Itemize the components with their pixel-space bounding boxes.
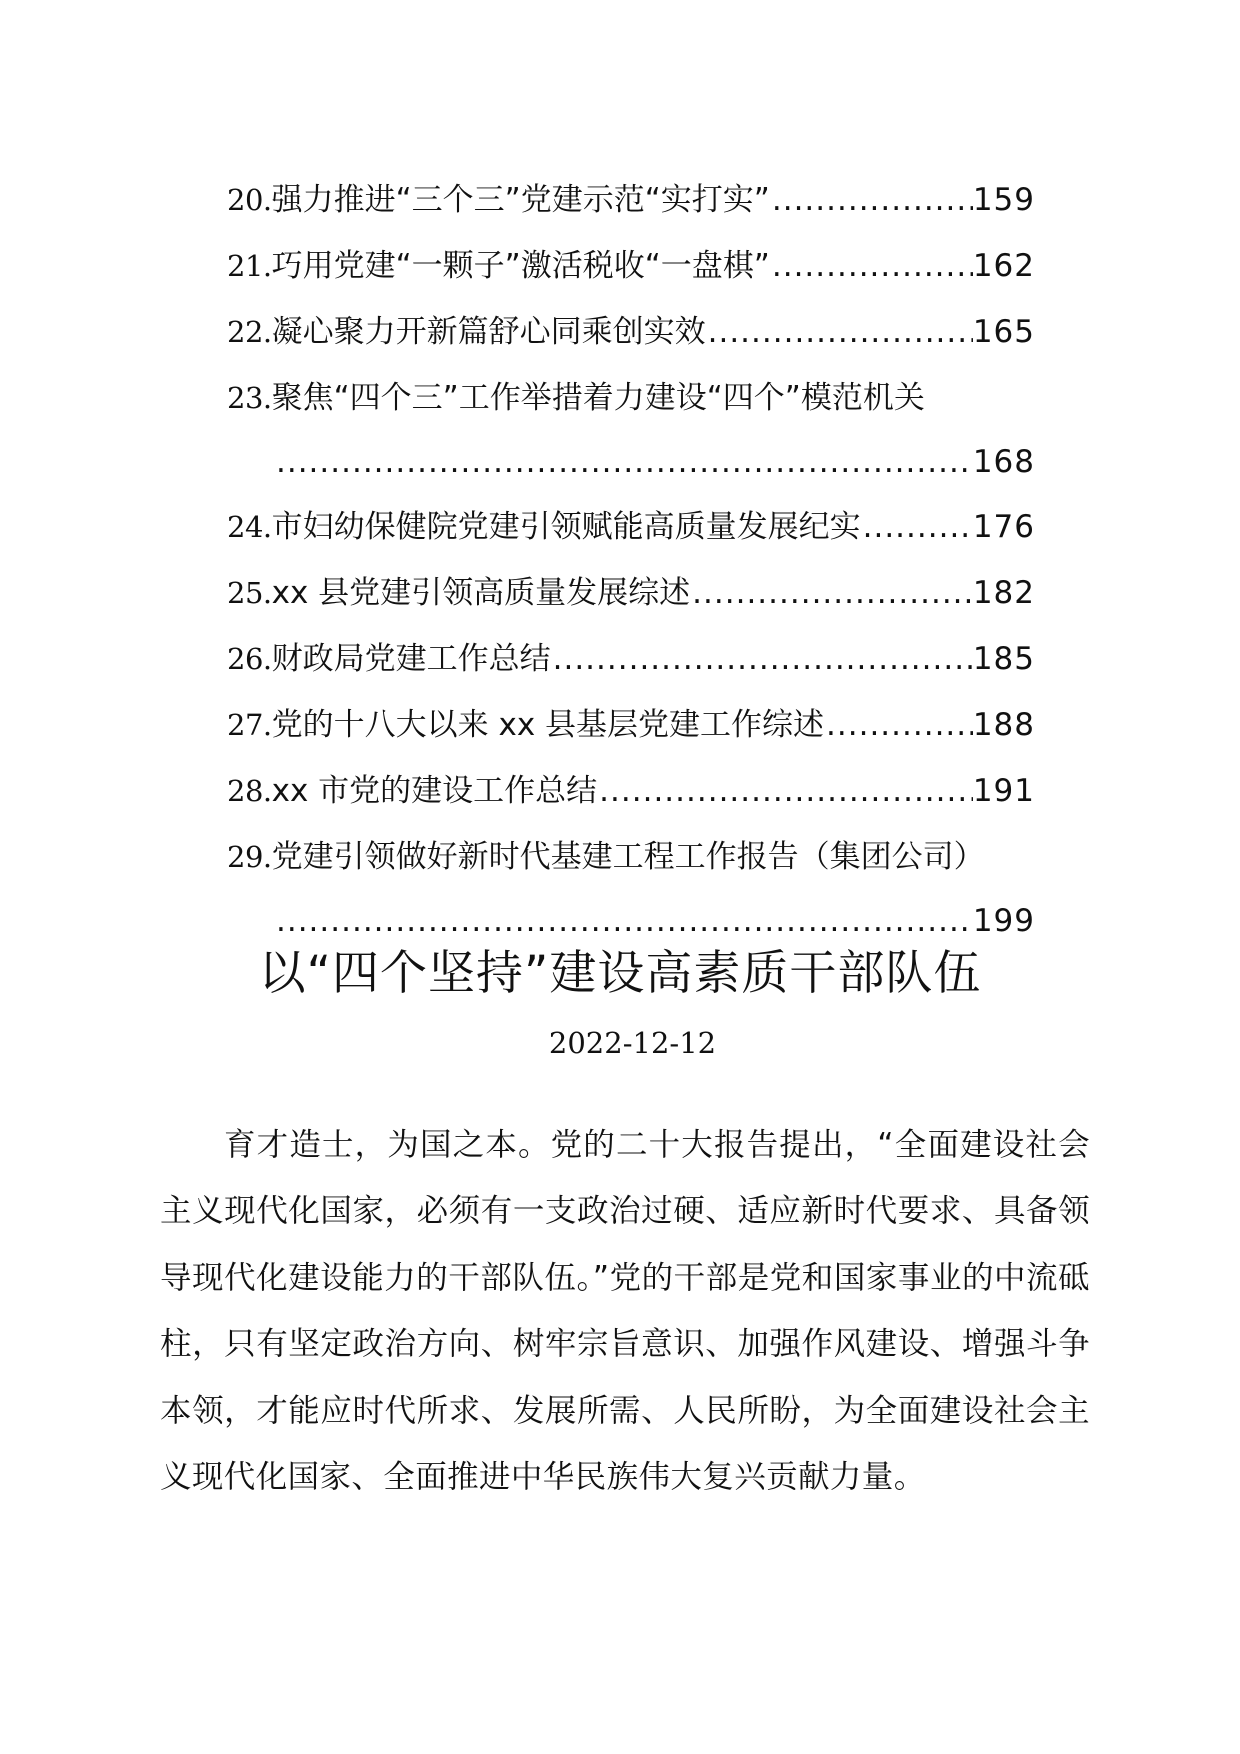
toc-entry-title: 聚焦“四个三”工作举措着力建设“四个”模范机关 xyxy=(271,380,925,416)
toc-entry-page: 199 xyxy=(972,903,1035,939)
article-paragraph: 育才造士，为国之本。党的二十大报告提出，“全面建设社会主义现代化国家，必须有一支政治过硬、适应新时代要求、具备领导现代化建设能力的干部队伍。”党的干部是党和国家事业的中流砥柱，只有坚定政治方向、树牢宗旨意识、加强作风建设、增强斗争本领，才能应时代所求、发展所需、人民所盼，为全面建设社会主义现代化国家、全面推进中华民族伟大复兴贡献力量。 xyxy=(160,1126,1090,1495)
toc-entry-page: 188 xyxy=(972,707,1035,743)
toc-entry-title: 党建引领做好新时代基建工程工作报告（集团公司） xyxy=(271,839,985,875)
toc-entry-title: xx 市党的建设工作总结 xyxy=(271,773,598,809)
toc-leader-dots xyxy=(706,299,973,365)
toc-entry-title: 党的十八大以来 xx 县基层党建工作综述 xyxy=(271,707,825,743)
toc-entry[interactable] xyxy=(227,560,1035,626)
toc-entry-number: 27. xyxy=(227,708,272,742)
toc-leader-dots xyxy=(551,626,973,692)
toc-entry[interactable] xyxy=(227,494,1035,560)
toc-entry-page: 185 xyxy=(972,641,1035,677)
toc-leader-dots xyxy=(770,167,973,233)
toc-leader-dots xyxy=(597,758,973,824)
toc-entry[interactable] xyxy=(227,758,1035,824)
toc-leader-dots xyxy=(861,494,973,560)
toc-entry-page: 162 xyxy=(972,248,1035,284)
toc-entry-title: 强力推进“三个三”党建示范“实打实” xyxy=(271,182,770,218)
toc-entry-page: 182 xyxy=(972,575,1035,611)
toc-entry[interactable] xyxy=(227,365,1035,494)
toc-entry-title: xx 县党建引领高质量发展综述 xyxy=(271,575,691,611)
toc-entry-number: 21. xyxy=(227,249,272,283)
toc-entry-number: 28. xyxy=(227,774,272,808)
toc-entry[interactable] xyxy=(227,824,1035,953)
toc-entry-number: 22. xyxy=(227,315,272,349)
toc-entry[interactable] xyxy=(227,692,1035,758)
toc-entry-number: 20. xyxy=(227,183,272,217)
toc-leader-dots xyxy=(824,692,973,758)
toc-entry[interactable] xyxy=(227,233,1035,299)
toc-entry-title: 凝心聚力开新篇舒心同乘创实效 xyxy=(271,314,706,350)
toc-entry-title: 巧用党建“一颗子”激活税收“一盘棋” xyxy=(271,248,770,284)
article-title: 以“四个坚持”建设高素质干部队伍 xyxy=(258,946,982,1001)
toc-entry-page: 159 xyxy=(972,182,1035,218)
toc-leader-dots xyxy=(274,431,973,494)
article-date: 2022-12-12 xyxy=(548,1026,717,1060)
toc-entry-title: 财政局党建工作总结 xyxy=(271,641,551,677)
toc-entry-title: 市妇幼保健院党建引领赋能高质量发展纪实 xyxy=(271,509,861,545)
toc-entry-page: 165 xyxy=(972,314,1035,350)
toc-entry-number: 23. xyxy=(227,381,272,415)
toc-entry-number: 26. xyxy=(227,642,272,676)
table-of-contents xyxy=(227,167,1035,953)
toc-entry[interactable] xyxy=(227,626,1035,692)
toc-entry-page: 191 xyxy=(972,773,1035,809)
toc-entry-number: 24. xyxy=(227,510,272,544)
toc-leader-dots xyxy=(770,233,973,299)
toc-leader-dots xyxy=(690,560,973,626)
toc-entry-page: 176 xyxy=(972,509,1035,545)
toc-entry[interactable] xyxy=(227,299,1035,365)
toc-entry[interactable] xyxy=(227,167,1035,233)
toc-entry-page: 168 xyxy=(972,444,1035,480)
toc-entry-number: 29. xyxy=(227,840,272,874)
toc-entry-number: 25. xyxy=(227,576,272,610)
